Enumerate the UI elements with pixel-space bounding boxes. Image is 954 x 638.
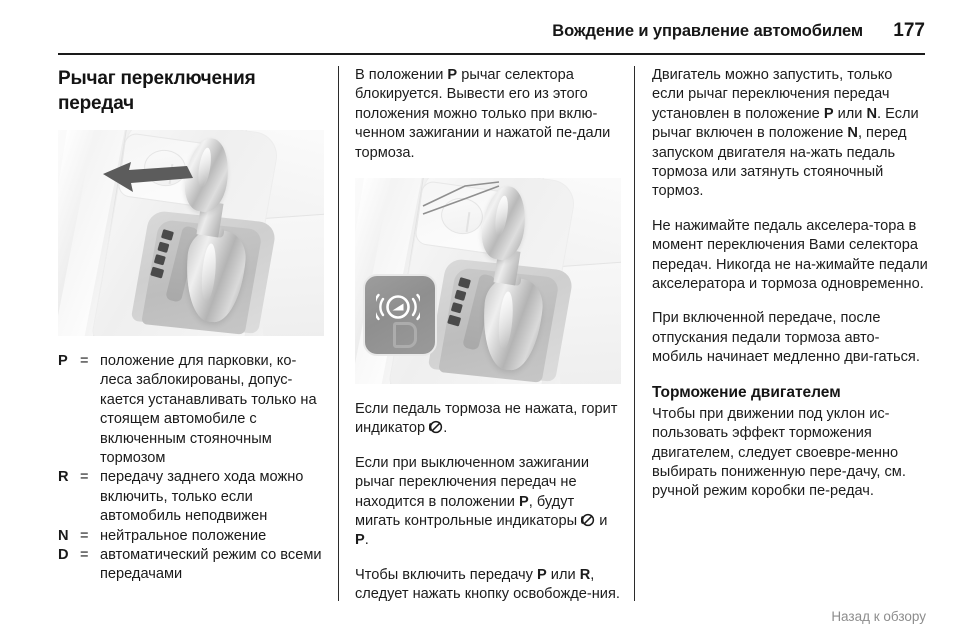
text-run: Если педаль тормоза не нажата, горит индикатор xyxy=(355,401,618,437)
definition-equals: = xyxy=(80,469,89,486)
definition-value: передачу заднего хода можно включить, только если автомобиль неподвижен xyxy=(100,469,304,525)
gear-letter-p: P xyxy=(537,566,547,583)
prnd-mark-p xyxy=(458,277,471,289)
brake-indicator-inline-icon xyxy=(581,513,595,527)
definition-key: N xyxy=(58,527,69,544)
text-run: , будут мигать контрольные индикаторы xyxy=(355,493,582,530)
brake-indicator-callout xyxy=(363,274,433,352)
paragraph-engine-braking: Чтобы при движении под уклон ис-пользовать эффект торможения двигателем, следует своевре-менно выбирать пониженную пере-дачу, см. ручной режим коробки пе-редач. xyxy=(652,405,906,500)
definition-row xyxy=(58,527,324,546)
text-run: или xyxy=(833,105,867,122)
prnd-mark-d xyxy=(150,267,164,279)
text-run: , следует нажать кнопку освобожде-ния. xyxy=(355,566,620,603)
shift-direction-arrow-icon xyxy=(101,152,195,196)
text-run: Если при выключенном зажигании рычаг переключения передач не находится в положении xyxy=(355,454,589,510)
definition-value: автоматический режим со всеми передачами xyxy=(100,547,322,583)
gear-letter-r: R xyxy=(579,566,591,583)
back-to-overview-link[interactable]: Назад к обзору xyxy=(831,609,926,624)
definition-equals: = xyxy=(80,547,89,564)
text-run: В положении xyxy=(355,67,448,83)
paragraph-accelerator-warning: Не нажимайте педаль акселера-тора в момент переключения Вами селектора передач. Никогда не на-жимайте педали акселератора и тормоза одновременно. xyxy=(652,217,928,293)
gear-position-definition-list xyxy=(58,352,324,585)
definition-row xyxy=(58,546,324,585)
definition-value: нейтральное положение xyxy=(100,527,267,544)
paragraph-selector-lock xyxy=(355,66,621,163)
right-column xyxy=(652,66,928,502)
definition-row xyxy=(58,352,324,468)
definition-key: D xyxy=(58,547,69,564)
gear-selector-lever-photo xyxy=(58,130,324,336)
prnd-mark-n xyxy=(451,302,463,313)
header-divider-rule xyxy=(58,53,925,55)
text-run: или xyxy=(546,566,580,583)
prnd-mark-n xyxy=(154,254,166,265)
paragraph-release-button xyxy=(355,566,621,605)
paragraph-ignition-off-warning xyxy=(355,454,621,551)
text-run: рычаг селектора блокируется. Вывести его из этого положения можно только при вклю-ченном зажигании и нажатой пе-дали тормоза. xyxy=(355,67,611,161)
subsection-title-engine-braking: Торможение двигателем xyxy=(652,383,841,401)
prnd-mark-r xyxy=(454,290,466,301)
middle-column xyxy=(355,66,621,605)
text-run: . Если рычаг включен в положение xyxy=(652,105,919,142)
text-run: Двигатель можно запустить, только если рычаг переключения передач установлен в положение xyxy=(652,67,893,122)
gear-letter-n-2: N xyxy=(847,125,858,142)
page-title: Вождение и управление автомобилем xyxy=(552,21,863,40)
definition-value: положение для парковки, ко-леса заблокированы, допус-кается устанавливать только на стоящем автомобиле с включенным стояночным тормозом xyxy=(100,353,317,467)
text-run: и xyxy=(595,513,608,530)
definition-equals: = xyxy=(80,353,89,369)
gear-letter-p: P xyxy=(447,67,458,83)
prnd-mark-p xyxy=(161,229,174,241)
text-run: Чтобы включить передачу xyxy=(355,566,538,583)
text-run: . xyxy=(443,420,448,437)
paragraph-creep: При включенной передаче, после отпускания педали тормоза авто-мобиль начинает медленно дви-гаться. xyxy=(652,310,920,366)
definition-equals: = xyxy=(80,527,89,544)
text-run: , перед запуском двигателя на-жать педаль тормоза или затянуть стояночный тормоз. xyxy=(652,125,907,200)
gear-letter-n: N xyxy=(866,105,878,122)
gear-letter-p: P xyxy=(823,105,834,122)
gear-letter-p: P xyxy=(518,493,529,510)
gear-letter-p-2: P xyxy=(355,532,365,549)
section-title: Рычаг переключения передач xyxy=(58,68,256,114)
brake-pedal-indicator-icon xyxy=(376,290,420,324)
prnd-mark-r xyxy=(157,242,169,253)
gear-selector-with-indicator-callout xyxy=(355,178,621,384)
left-column xyxy=(58,66,324,585)
definition-row xyxy=(58,468,324,526)
definition-key: R xyxy=(58,469,69,486)
callout-leader-lines xyxy=(421,180,501,228)
callout-gear-d-mark xyxy=(393,322,417,348)
prnd-mark-d xyxy=(447,315,461,327)
definition-key: P xyxy=(58,353,68,369)
page-number: 177 xyxy=(893,20,925,41)
text-run: . xyxy=(364,532,369,549)
paragraph-engine-start xyxy=(652,66,928,202)
brake-indicator-inline-icon xyxy=(429,420,443,434)
column-divider-right xyxy=(634,66,635,601)
column-divider-left xyxy=(338,66,339,601)
page-header xyxy=(58,16,925,46)
paragraph-brake-not-pressed xyxy=(355,400,621,439)
